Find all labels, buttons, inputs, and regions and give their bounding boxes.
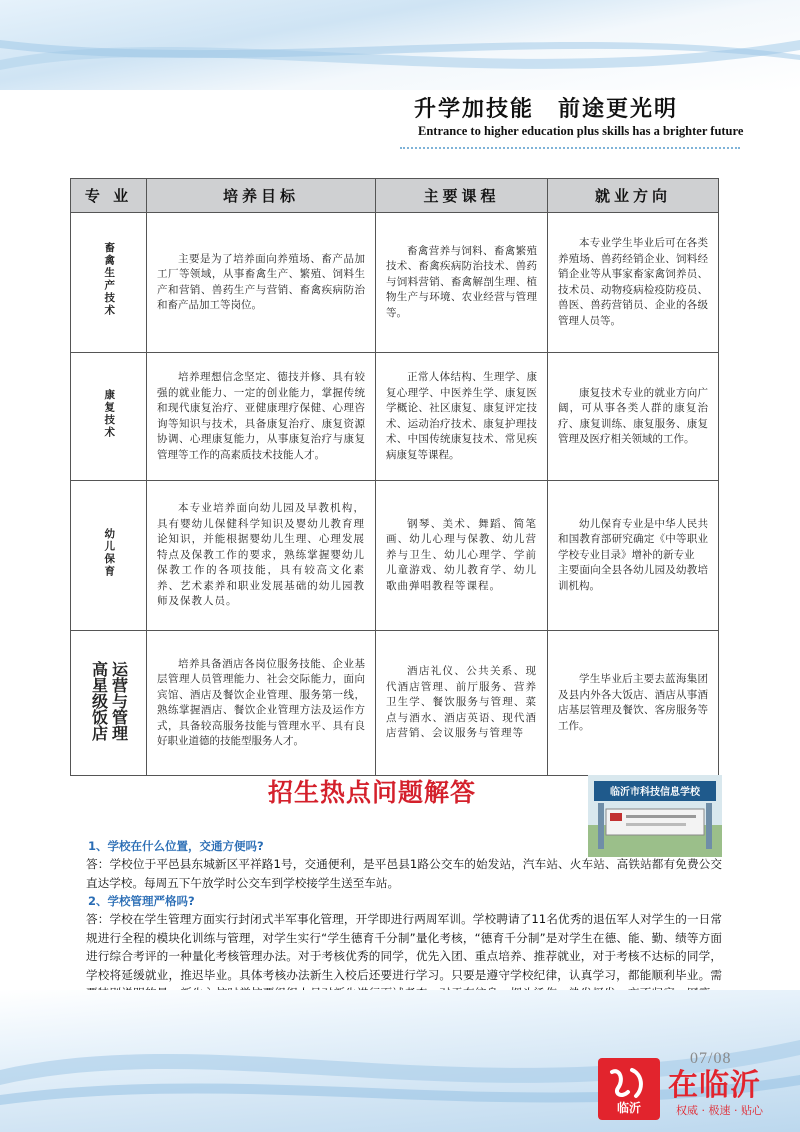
major-name-part-2: 运营与管理: [109, 660, 129, 741]
goal-text: 培养理想信念坚定、德技并修、具有较强的就业能力、一定的创业能力，掌握传统和现代康复治疗、亚健康理疗保健、心理咨询等知识与技术，具备康复治疗、康复资源协调、心理康复能力，从事康复治疗与康复管理等工作的高素质技术技能人才。: [157, 371, 365, 461]
faq-answer-2-text: 答：学校在学生管理方面实行封闭式半军事化管理，开学即进行两周军训。学校聘请了11名优秀的退伍军人对学生的一日常规进行全程的模块化训练与管理，对学生实行“学生德育千分制”量化考核，“德育千分制”是对学生在德、能、勤、绩等方面进行综合考评的一种量化考核管理办法。对于考核优秀的同学，优先入团、重点培养、推荐就业，对于考核不达标的同学，学校将延缓就业，推迟毕业。具体考核办法新生入校后还要进行学习。只要是遵守学校纪律，认真学习，都能顺利毕业。需: [86, 912, 722, 982]
goal-cell: [147, 481, 376, 631]
goal-text: 本专业培养面向幼儿园及早教机构，具有婴幼儿保健科学知识及婴幼儿教育理论知识，并能根据婴幼儿生理、心理发展特点及保教工作的要求，熟练掌握婴幼儿保教工作的各项技能，具有较高文化素养、艺术素养和职业发展基础的幼儿园教师及保教人员。: [157, 502, 365, 608]
header-courses: 主要课程: [376, 179, 548, 213]
school-sign-image: [588, 775, 722, 857]
header-major: 专 业: [71, 179, 147, 213]
courses-cell: [376, 631, 548, 776]
goal-cell: [147, 213, 376, 353]
career-cell: [548, 353, 719, 481]
faq-question-2: 2、学校管理严格吗?: [88, 894, 195, 908]
major-name-cell: [71, 213, 147, 353]
courses-text: 钢琴、美术、舞蹈、简笔画、幼儿心理与保教、幼儿营养与卫生、幼儿心理学、学前儿童游戏、幼儿教育学、幼儿歌曲弹唱教程等课程。: [386, 517, 537, 592]
faq-question-1: 1、学校在什么位置，交通方便吗?: [88, 839, 264, 853]
courses-cell: [376, 213, 548, 353]
major-name-cell: [71, 631, 147, 776]
major-name: 畜禽生产技术: [103, 242, 116, 318]
faq-answer-1-text: 答：学校位于平邑县东城新区平祥路1号，交通便利，是平邑县1路公交车的始发站，汽车站、火车站、高铁站都有免费公交直达学校。每周五下午放学时公交车到学校接学生送至车站。: [86, 857, 722, 890]
page-number: 07/08: [690, 1050, 732, 1067]
goal-cell: [147, 631, 376, 776]
major-name-cell: [71, 353, 147, 481]
career-cell: [548, 213, 719, 353]
slogan-chinese: 升学加技能 前途更光明: [414, 96, 679, 122]
logo-mark-icon: [598, 1058, 660, 1120]
table-row: [71, 481, 719, 631]
career-text: 学生毕业后主要去蓝海集团及县内外各大饭店、酒店从事酒店基层管理及餐饮、客房服务等工作。: [558, 673, 708, 732]
logo-badge-text: 临沂: [616, 1101, 642, 1115]
courses-cell: [376, 353, 548, 481]
top-swoosh-decor: [0, 20, 800, 80]
major-name: 幼儿保育: [103, 527, 116, 578]
career-text: 本专业学生毕业后可在各类养殖场、兽药经销企业、饲料经销企业等从事家畜家禽饲养员、技术员、动物疫病检疫防疫员、兽医、兽药营销员、企业的各级管理人员等。: [558, 237, 708, 327]
header-career: 就业方向: [548, 179, 719, 213]
table-header-row: [71, 179, 719, 213]
faq-heading: 招生热点问题解答: [268, 778, 477, 807]
goal-cell: [147, 353, 376, 481]
courses-cell: [376, 481, 548, 631]
career-text: 康复技术专业的就业方向广阔，可从事各类人群的康复治疗、康复训练、康复服务、康复管理及医疗相关领域的工作。: [558, 386, 708, 445]
courses-text: 酒店礼仪、公共关系、现代酒店管理、前厅服务、营养卫生学、餐饮服务与管理、菜点与酒水、酒店英语、现代酒店营销、会议服务与管理等: [386, 665, 537, 740]
major-name: 康复技术: [103, 388, 116, 439]
goal-text: 培养具备酒店各岗位服务技能、企业基层管理人员管理能力、社会交际能力，面向宾馆、酒店及餐饮企业管理、服务第一线，熟练掌握酒店、餐饮企业管理方法及运作方式，具备较高服务技能与管理水平、具有良好职业道德的技能型服务人才。: [157, 657, 365, 747]
career-text: 幼儿保育专业是中华人民共和国教育部研究确定《中等职业学校专业目录》增补的新专业 主要面向全县各幼儿园及幼教培训机构。: [558, 517, 708, 592]
major-name-part-1: 高星级饭店: [89, 660, 109, 741]
dotted-divider: [400, 147, 740, 149]
majors-table: [70, 178, 719, 776]
logo-badge: [598, 1058, 660, 1120]
career-cell: [548, 631, 719, 776]
courses-text: 正常人体结构、生理学、康复心理学、中医养生学、康复医学概论、社区康复、康复评定技术、运动治疗技术、康复护理技术、中国传统康复技术、常见疾病康复等课程。: [386, 371, 537, 461]
logo-text: 在临沂: [668, 1068, 761, 1103]
table-row: [71, 353, 719, 481]
header-goal: 培养目标: [147, 179, 376, 213]
goal-text: 主要是为了培养面向养殖场、畜产品加工厂等领域，从事畜禽生产、繁殖、饲料生产和营销、兽药生产与营销、畜禽疾病防治和畜产品加工等岗位。: [157, 252, 365, 311]
sign-text: 临沂市科技信息学校: [610, 787, 700, 798]
slogan-english: Entrance to higher education plus skills has a brighter future: [418, 124, 744, 138]
faq-answer-1: [60, 855, 722, 892]
career-cell: [548, 481, 719, 631]
table-row: [71, 213, 719, 353]
table-row: [71, 631, 719, 776]
courses-text: 畜禽营养与饲料、畜禽繁殖技术、畜禽疾病防治技术、兽药与饲料营销、畜禽解剖生理、植物生产与环境、农业经营与管理等。: [386, 244, 537, 319]
logo-tagline: 权威 · 极速 · 贴心: [676, 1104, 763, 1117]
major-name-cell: [71, 481, 147, 631]
